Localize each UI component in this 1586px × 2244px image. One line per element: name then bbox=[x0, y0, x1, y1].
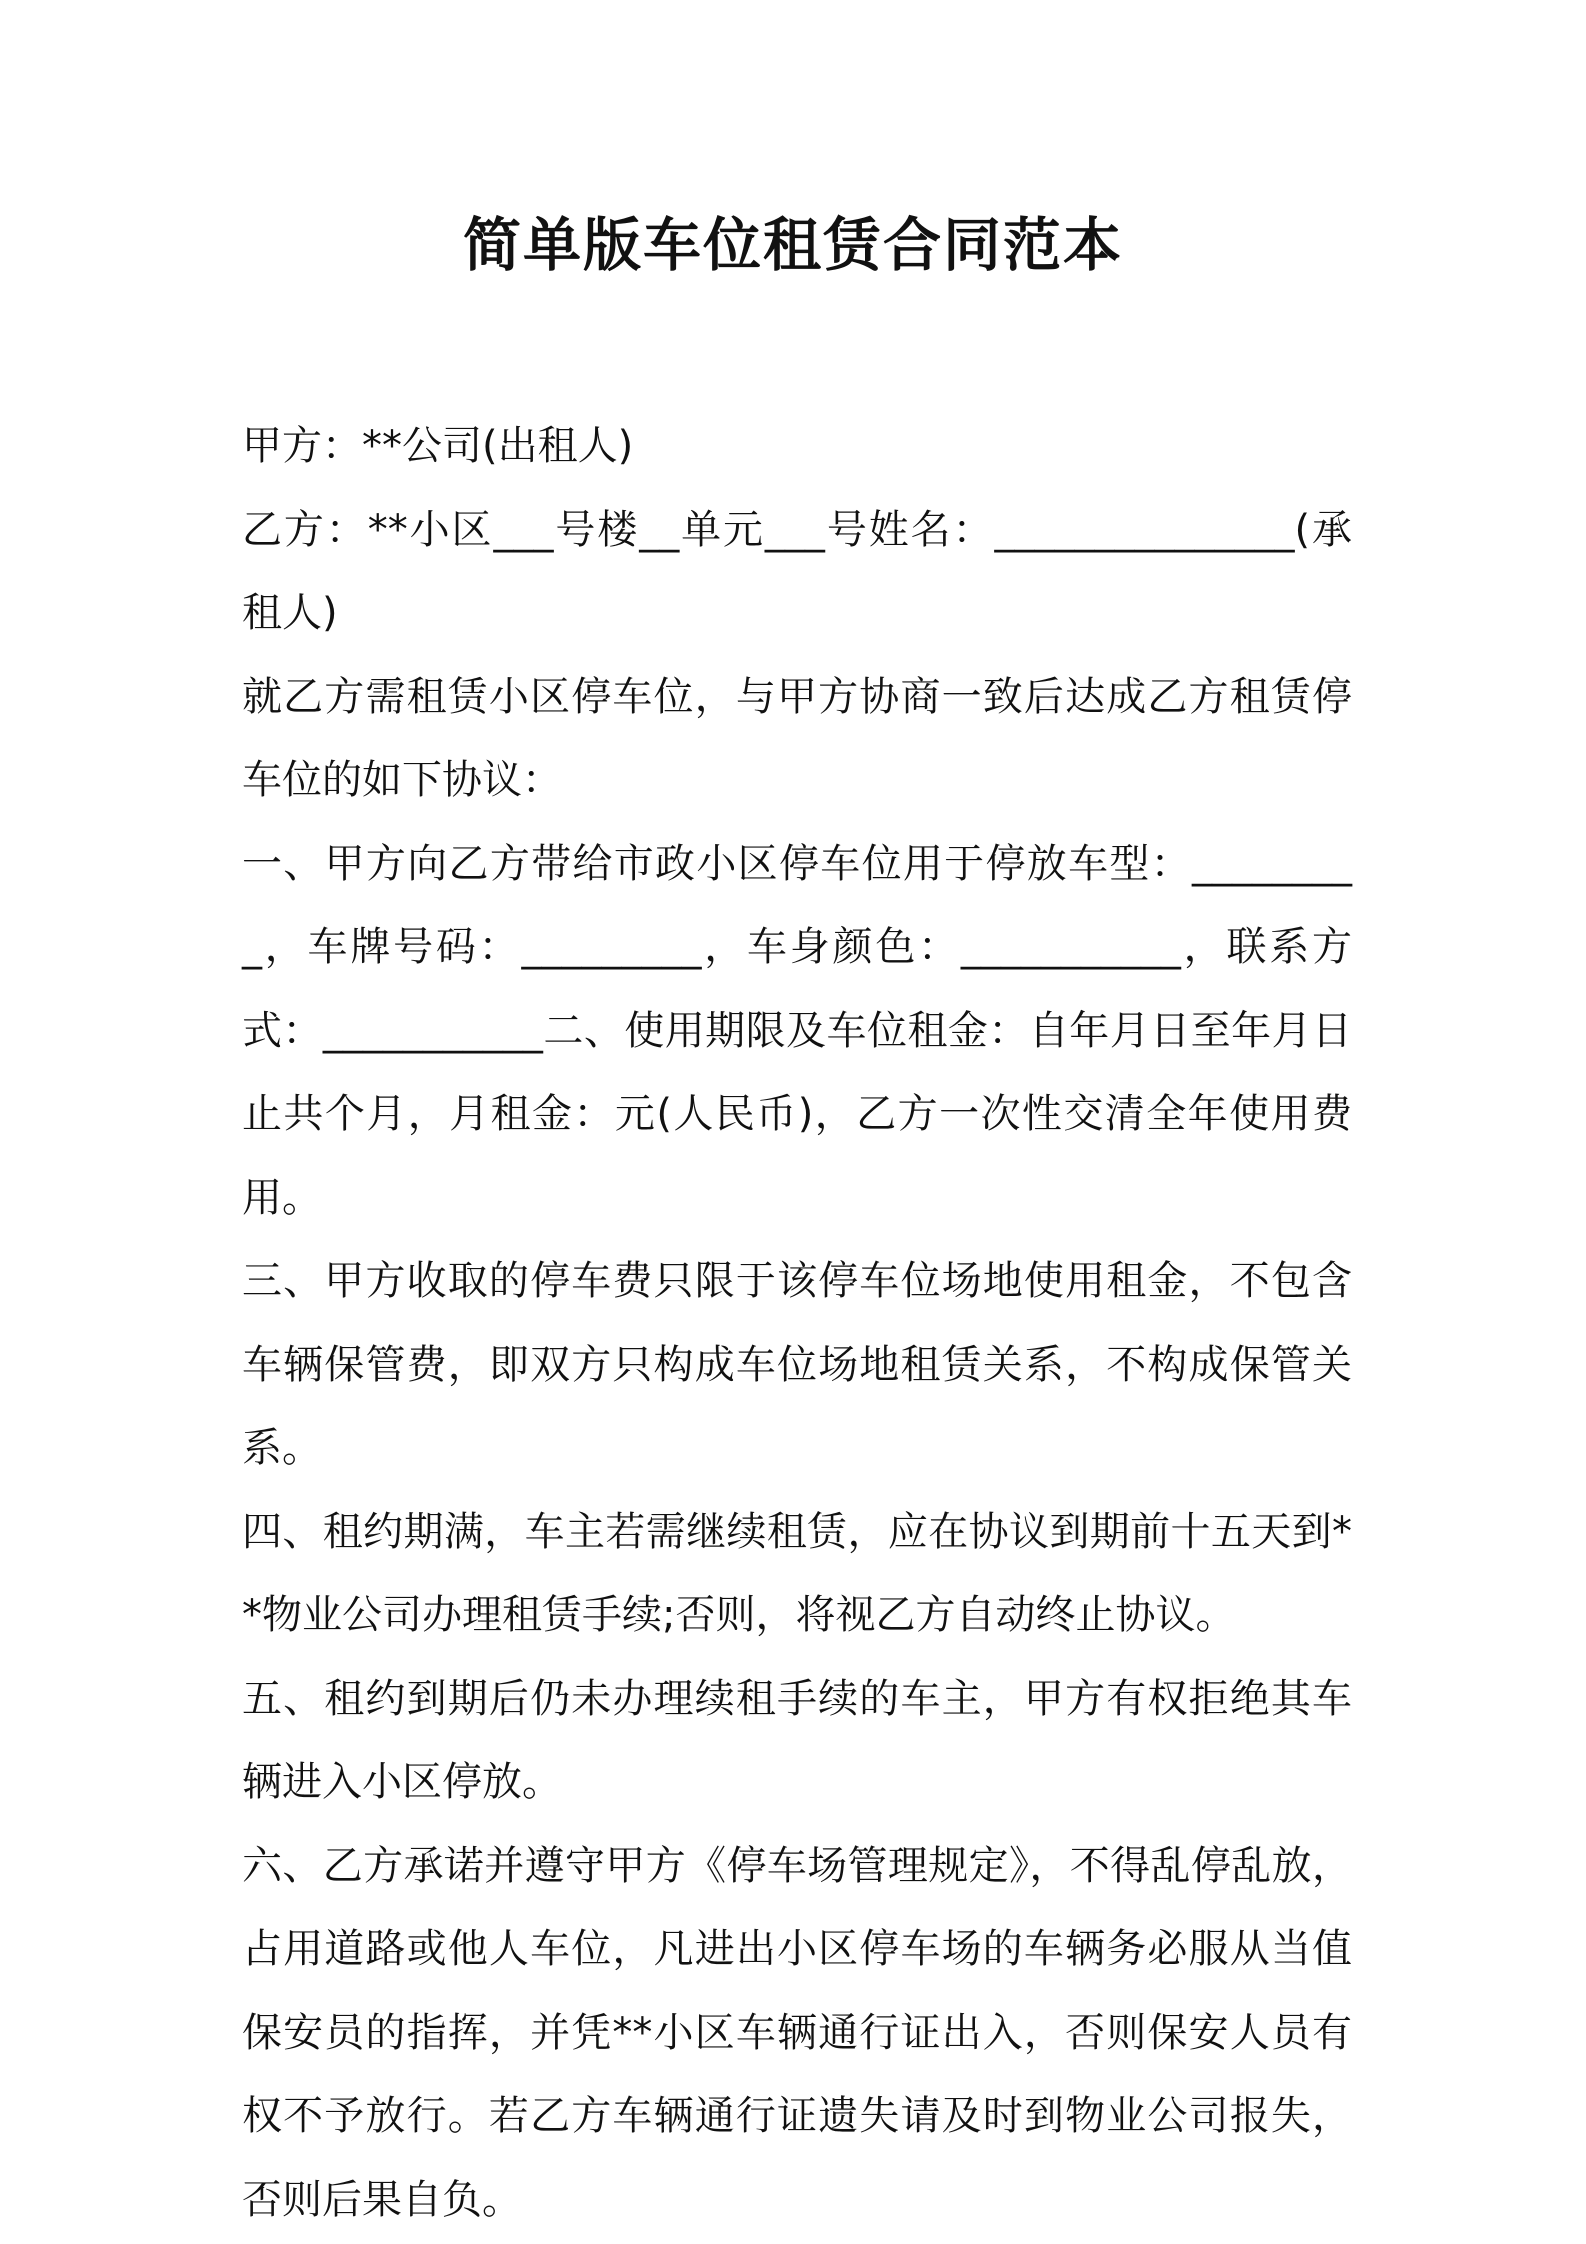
contract-body bbox=[242, 405, 1352, 2242]
clause-1-2: 一、甲方向乙方带给市政小区停车位用于停放车型：_________，车牌号码：_________，车身颜色：___________，联系方式：___________二、使用期限及车位租金：自年月日至年月日止共个月，月租金：元(人民币)，乙方一次性交清全年使用费用。 bbox=[242, 840, 1352, 1221]
party-a-line: 甲方：**公司(出租人) bbox=[242, 423, 634, 469]
clause-4: 四、租约期满，车主若需继续租赁，应在协议到期前十五天到**物业公司办理租赁手续;否则，将视乙方自动终止协议。 bbox=[242, 1508, 1352, 1638]
clause-5: 五、租约到期后仍未办理续租手续的车主，甲方有权拒绝其车辆进入小区停放。 bbox=[242, 1675, 1352, 1805]
clause-6: 六、乙方承诺并遵守甲方《停车场管理规定》，不得乱停乱放，占用道路或他人车位，凡进出小区停车场的车辆务必服从当值保安员的指挥，并凭**小区车辆通行证出入，否则保安人员有权不予放行。若乙方车辆通行证遗失请及时到物业公司报失，否则后果自负。 bbox=[242, 1842, 1352, 2223]
preamble-paragraph: 就乙方需租赁小区停车位，与甲方协商一致后达成乙方租赁停车位的如下协议： bbox=[242, 673, 1352, 803]
document-title: 简单版车位租赁合同范本 bbox=[462, 211, 1123, 279]
party-b-line: 乙方：**小区___号楼__单元___号姓名：_______________(承租人) bbox=[242, 506, 1352, 636]
clause-3: 三、甲方收取的停车费只限于该停车位场地使用租金，不包含车辆保管费，即双方只构成车位场地租赁关系，不构成保管关系。 bbox=[242, 1258, 1352, 1471]
